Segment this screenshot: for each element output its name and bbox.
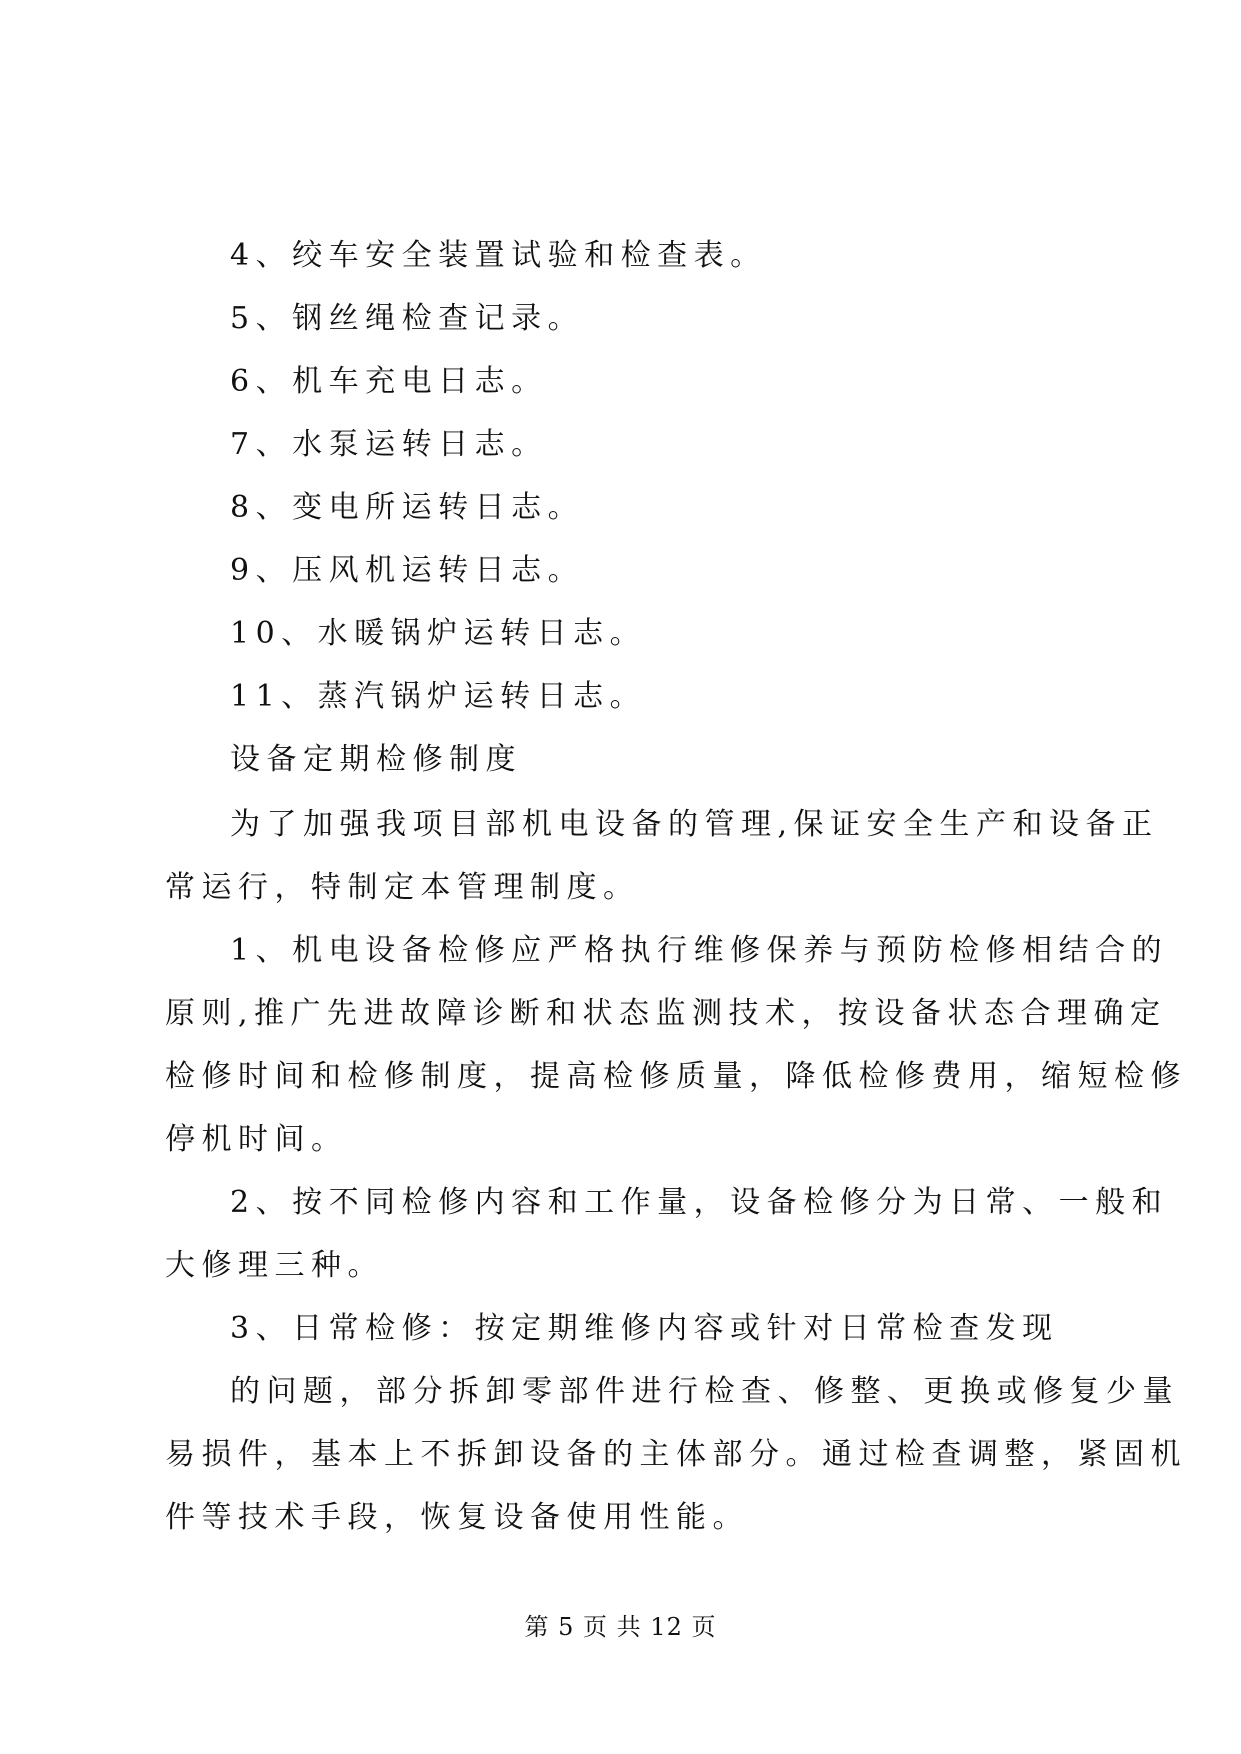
paragraph-line: 大修理三种。 [165,1248,384,1283]
section-heading: 设备定期检修制度 [230,742,522,777]
list-item: 6、机车充电日志。 [230,364,548,399]
list-item: 11、蒸汽锅炉运转日志。 [230,679,647,714]
list-item: 7、水泵运转日志。 [230,427,548,462]
paragraph-line: 停机时间。 [165,1122,348,1157]
paragraph-line: 常运行，特制定本管理制度。 [165,870,640,905]
paragraph-line: 1、机电设备检修应严格执行维修保养与预防检修相结合的 [230,933,1169,968]
list-item: 10、水暖锅炉运转日志。 [230,616,647,651]
paragraph-line: 3、日常检修：按定期维修内容或针对日常检查发现 [230,1311,1059,1346]
paragraph-line: 原则,推广先进故障诊断和状态监测技术，按设备状态合理确定 [165,996,1167,1031]
list-item: 9、压风机运转日志。 [230,553,585,588]
page-number-footer: 第 5 页 共 12 页 [524,1613,717,1641]
paragraph-line: 件等技术手段，恢复设备使用性能。 [165,1500,749,1535]
paragraph-line: 易损件，基本上不拆卸设备的主体部分。通过检查调整，紧固机 [165,1437,1187,1472]
list-item: 8、变电所运转日志。 [230,490,585,525]
paragraph-line: 为了加强我项目部机电设备的管理,保证安全生产和设备正 [230,807,1159,842]
paragraph-line: 的问题，部分拆卸零部件进行检查、修整、更换或修复少量 [230,1374,1179,1409]
paragraph-line: 2、按不同检修内容和工作量，设备检修分为日常、一般和 [230,1185,1169,1220]
list-item: 4、绞车安全装置试验和检查表。 [230,238,767,273]
paragraph-line: 检修时间和检修制度，提高检修质量，降低检修费用，缩短检修 [165,1059,1187,1094]
list-item: 5、钢丝绳检查记录。 [230,301,585,336]
